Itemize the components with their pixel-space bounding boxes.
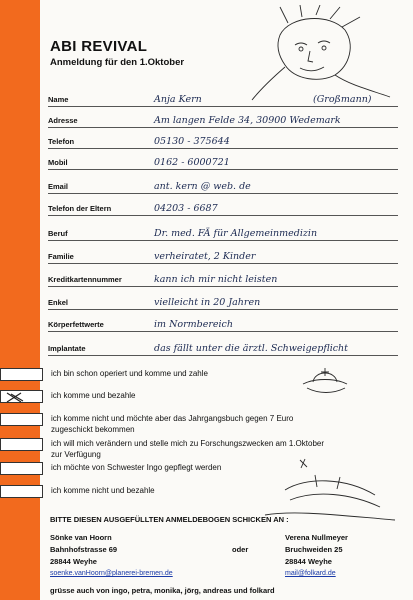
field-row-name [48, 87, 398, 107]
contact-right [285, 532, 348, 580]
field-row-mobil [48, 150, 398, 170]
field-label: Email [48, 182, 69, 191]
field-value[interactable]: Am langen Felde 34, 30900 Wedemark [154, 115, 341, 126]
greeting-line: grüsse auch von ingo, petra, monika, jörg, andreas und folkard [50, 586, 275, 595]
field-underline [48, 215, 398, 216]
field-row-adresse [48, 108, 398, 128]
field-row-email [48, 174, 398, 194]
contact-name: Sönke van Hoorn [50, 533, 112, 542]
field-row-telefon [48, 129, 398, 149]
checkbox-checked[interactable] [0, 390, 43, 403]
option-jahrgangsbuch [0, 413, 400, 439]
field-label: Kreditkartennummer [48, 275, 122, 284]
orange-side-stripe [0, 0, 40, 600]
option-label: ich möchte von Schwester Ingo gepflegt werden [51, 463, 222, 472]
field-underline [48, 240, 398, 241]
check-mark-icon [1, 391, 44, 404]
contact-city: 28844 Weyhe [285, 557, 332, 566]
send-instruction: BITTE DIESEN AUSGEFÜLLTEN ANMELDEBOGEN SCHICKEN AN : [50, 515, 289, 524]
field-value[interactable]: verheiratet, 2 Kinder [154, 251, 256, 262]
checkbox[interactable] [0, 438, 43, 451]
field-row-beruf [48, 221, 398, 241]
field-value[interactable]: Dr. med. FÄ für Allgemeinmedizin [154, 228, 318, 239]
field-value[interactable]: 05130 - 375644 [154, 136, 230, 147]
field-underline [48, 286, 398, 287]
option-komme-bezahle [0, 390, 400, 404]
field-value[interactable]: Anja Kern [154, 94, 202, 105]
field-label: Körperfettwerte [48, 320, 104, 329]
field-row-kreditkarte [48, 267, 398, 287]
field-label: Beruf [48, 229, 68, 238]
option-operiert [0, 368, 400, 382]
field-label: Mobil [48, 158, 68, 167]
field-underline [48, 309, 398, 310]
checkbox[interactable] [0, 462, 43, 475]
field-label: Enkel [48, 298, 69, 307]
checkbox[interactable] [0, 485, 43, 498]
contact-name: Verena Nullmeyer [285, 533, 348, 542]
form-title: ABI REVIVAL [50, 38, 148, 55]
field-row-enkel [48, 290, 398, 310]
field-value[interactable]: im Normbereich [154, 319, 233, 330]
field-row-implantate [48, 336, 398, 356]
option-label: ich komme nicht und bezahle [51, 486, 155, 495]
field-underline [48, 148, 398, 149]
option-label: ich will mich verändern und stelle mich zu Forschungszwecken am 1.Oktober [51, 439, 325, 448]
contact-email-link[interactable]: mail@folkard.de [285, 570, 336, 577]
or-text: oder [232, 545, 249, 554]
field-label: Familie [48, 252, 74, 261]
field-value[interactable]: kann ich mir nicht leisten [154, 274, 278, 285]
field-underline [48, 331, 398, 332]
field-row-familie [48, 244, 398, 264]
option-label: ich bin schon operiert und komme und zahle [51, 369, 208, 378]
contact-city: 28844 Weyhe [50, 557, 97, 566]
field-value[interactable]: 0162 - 6000721 [154, 157, 230, 168]
option-label-line2: zugeschickt bekommen [51, 425, 135, 434]
field-underline [48, 127, 398, 128]
field-underline [48, 106, 398, 107]
field-label: Telefon der Eltern [48, 204, 112, 213]
field-underline [48, 193, 398, 194]
field-note: (Großmann) [313, 94, 372, 105]
contact-street: Bahnhofstrasse 69 [50, 545, 118, 554]
checkbox[interactable] [0, 368, 43, 381]
option-label-line2: zur Verfügung [51, 450, 101, 459]
contact-email-link[interactable]: soenke.vanHoorn@planerei-bremen.de [50, 570, 173, 577]
contact-street: Bruchweiden 25 [285, 545, 343, 554]
form-subtitle: Anmeldung für den 1.Oktober [50, 57, 185, 68]
contact-left [50, 532, 173, 580]
field-underline [48, 355, 398, 356]
field-value[interactable]: 04203 - 6687 [154, 203, 218, 214]
option-label: ich komme nicht und möchte aber das Jahrgangsbuch gegen 7 Euro [51, 414, 294, 423]
field-value[interactable]: das fällt unter die ärztl. Schweigepflicht [154, 343, 348, 354]
field-label: Name [48, 95, 69, 104]
field-row-koerperfett [48, 312, 398, 332]
field-label: Telefon [48, 137, 75, 146]
field-label: Adresse [48, 116, 78, 125]
option-label: ich komme und bezahle [51, 391, 136, 400]
field-underline [48, 169, 398, 170]
field-value[interactable]: ant. kern @ web. de [154, 181, 251, 192]
field-row-telefon-eltern [48, 196, 398, 216]
field-underline [48, 263, 398, 264]
field-value[interactable]: vielleicht in 20 Jahren [154, 297, 261, 308]
field-label: Implantate [48, 344, 86, 353]
checkbox[interactable] [0, 413, 43, 426]
